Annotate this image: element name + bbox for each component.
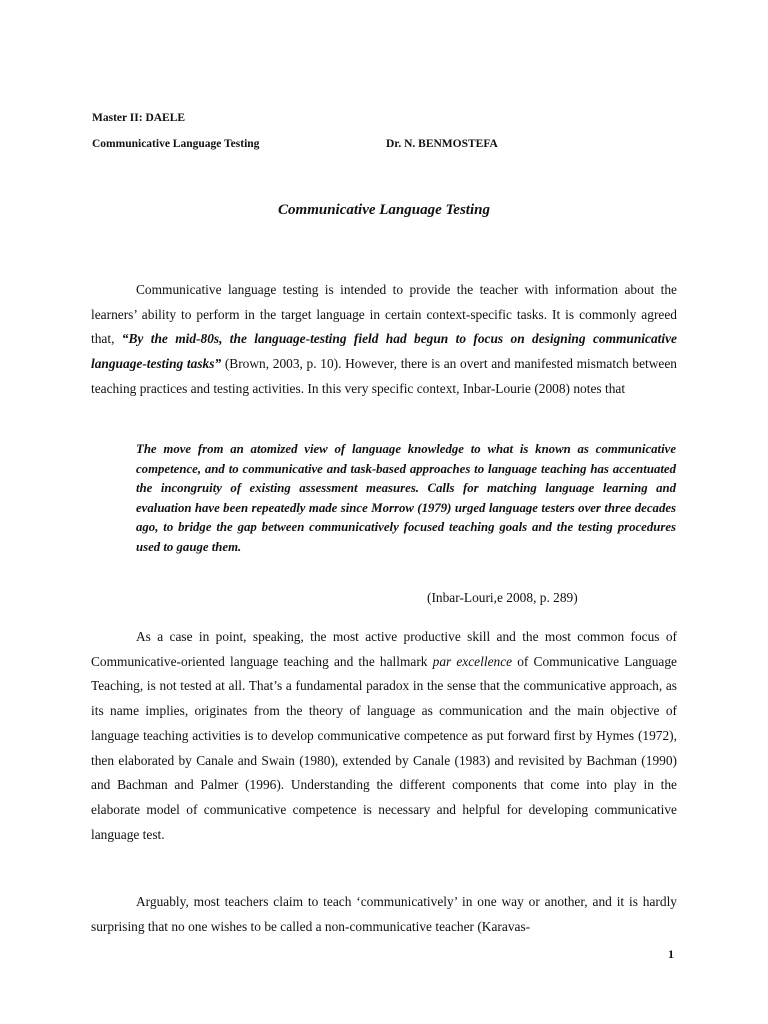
paragraph-1 — [91, 278, 677, 402]
paragraph-3 — [91, 890, 677, 939]
paragraph-2-text-b: of Communicative Language Teaching, is not tested at all. That’s a fundamental paradox in the sense that the communicative approach, as its name implies, originates from the theory of language as communication and the main objective of language teaching activities is to develop communicative competence as put forward first by Hymes (1972), then elaborated by Canale and Swain (1980), extended by Canale (1983) and revisited by Bachman (1990) and Bachman and Palmer (1996). Understanding the different components that come into play in the elaborate model of communicative competence is necessary and helpful for developing communicative language test. — [91, 653, 677, 842]
author-header: Dr. N. BENMOSTEFA — [386, 138, 498, 150]
brown-quote: “By the mid-80s, the language-testing field had begun to focus on designing communicative language-testing tasks” — [91, 331, 677, 372]
page-number: 1 — [668, 947, 674, 961]
block-quote-citation: (Inbar-Louri,e 2008, p. 289) — [427, 590, 578, 605]
paragraph-2 — [91, 625, 677, 847]
module-header: Communicative Language Testing — [92, 138, 260, 150]
paragraph-3-text: Arguably, most teachers claim to teach ‘communicatively’ in one way or another, and it is hardly surprising that no one wishes to be called a non-communicative teacher (Karavas- — [91, 894, 677, 934]
paragraph-1-text-b: (Brown, 2003, p. 10). However, there is an overt and manifested mismatch between teaching practices and testing activities. In this very specific context, Inbar-Lourie (2008) notes that — [91, 356, 677, 396]
block-quote: The move from an atomized view of language knowledge to what is known as communicative competence, and to communicative and task-based approaches to language teaching has accentuated the incongruity of existing assessment measures. Calls for matching language learning and evaluation have been repeatedly made since Morrow (1979) urged language testers over three decades ago, to bridge the gap between communicatively focused teaching goals and the testing procedures used to gauge them. — [136, 442, 676, 554]
paragraph-1-text-a: Communicative language testing is intended to provide the teacher with information about the learners’ ability to perform in the target language in certain context-specific tasks. It is commonly agreed that, — [91, 282, 677, 347]
course-header: Master II: DAELE — [92, 112, 186, 124]
par-excellence-term: par excellence — [432, 653, 513, 669]
paragraph-2-text-a: As a case in point, speaking, the most active productive skill and the most common focus of Communicative-oriented language teaching and the hallmark — [91, 629, 677, 669]
document-title: Communicative Language Testing — [278, 202, 490, 218]
